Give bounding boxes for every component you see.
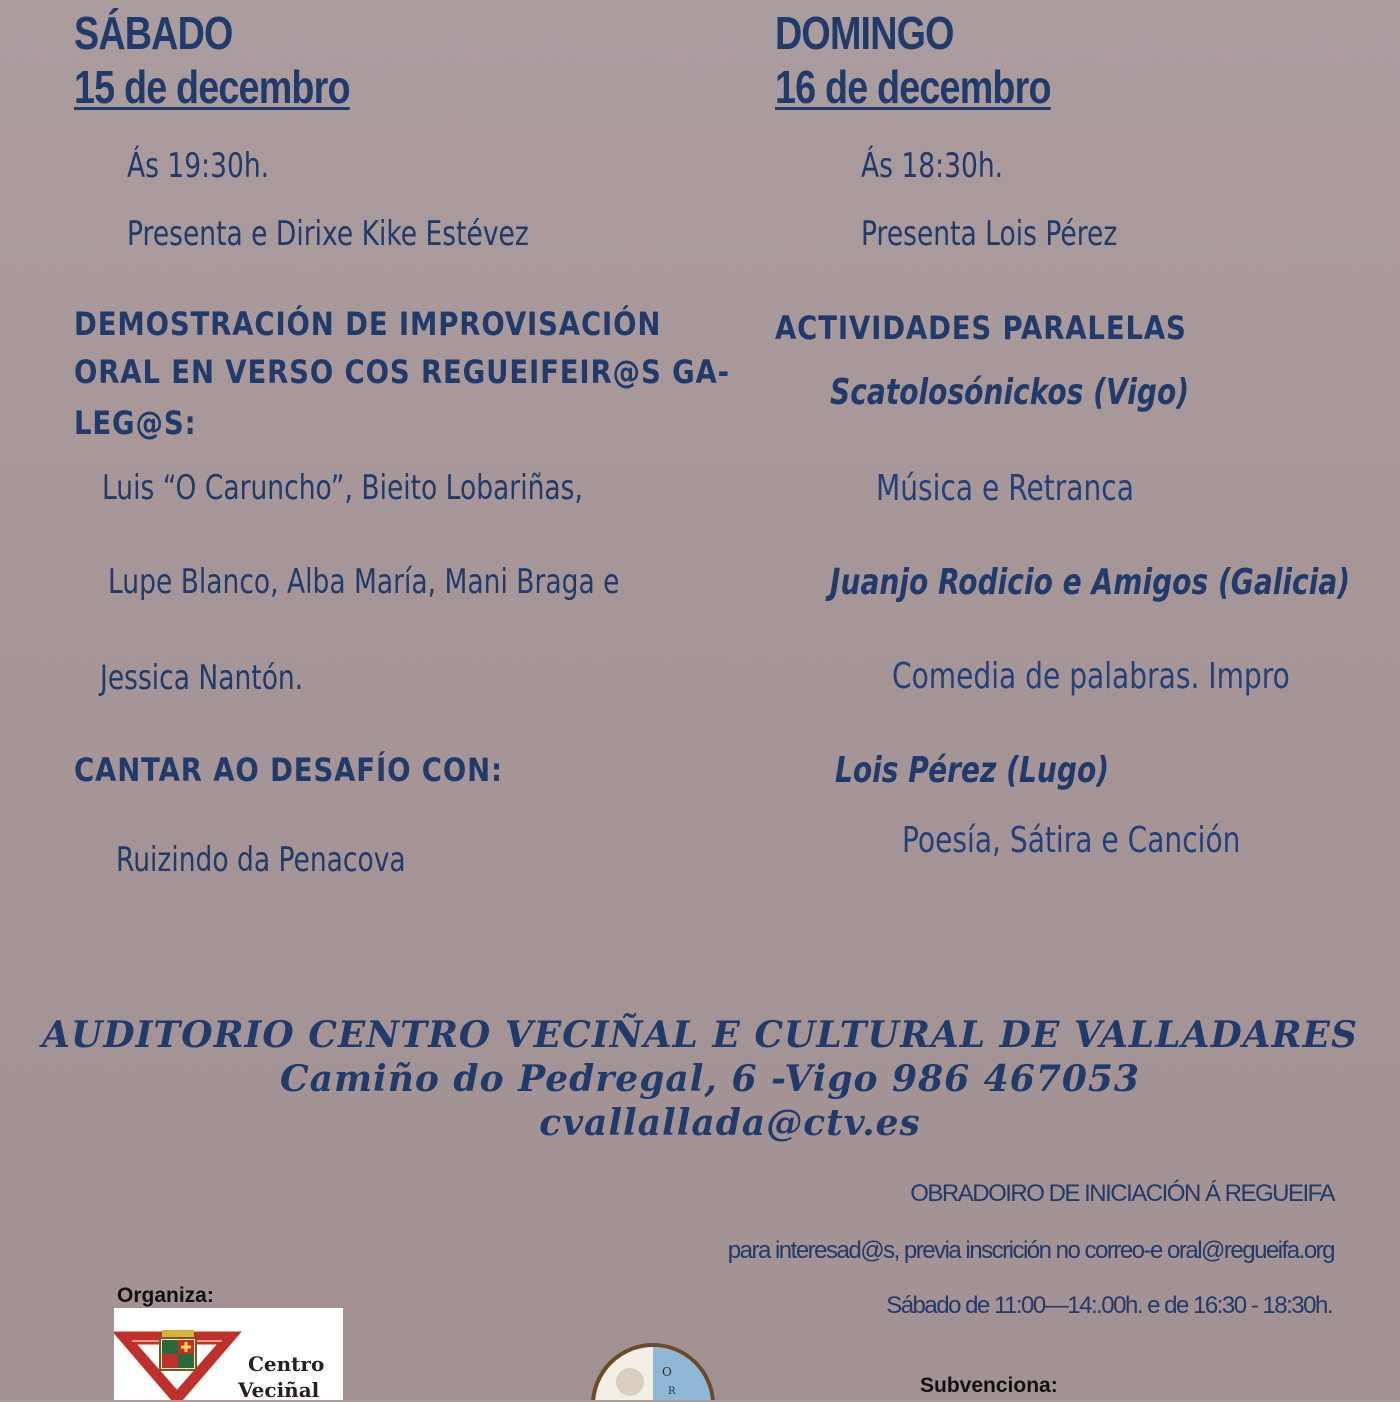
- logo-text-line2: Veciñal: [238, 1378, 320, 1402]
- saturday-performers-line3: Jessica Nantón.: [100, 658, 304, 698]
- sunday-act-description: Comedia de palabras. Impro: [892, 656, 1290, 697]
- organiza-label: Organiza:: [117, 1284, 214, 1307]
- workshop-title: OBRADOIRO DE INICIACIÓN Á REGUEIFA: [910, 1180, 1334, 1207]
- sunday-day: DOMINGO: [775, 7, 954, 59]
- workshop-schedule: Sábado de 11:00—14:.00h. e de 16:30 - 18:30h.: [886, 1292, 1332, 1319]
- sunday-time: Ás 18:30h.: [861, 146, 1004, 186]
- logo-text-line1: Centro: [248, 1352, 325, 1376]
- centro-vecinal-logo: [114, 1308, 343, 1400]
- saturday-performers-line1: Luis “O Caruncho”, Bieito Lobariñas,: [102, 468, 583, 508]
- sunday-section-heading: ACTIVIDADES PARALELAS: [775, 309, 1187, 347]
- saturday-section-heading-line2: ORAL EN VERSO COS REGUEIFEIR@S GA-: [74, 353, 730, 391]
- saturday-time: Ás 19:30h.: [127, 146, 270, 186]
- svg-text:R: R: [668, 1386, 676, 1397]
- subvenciona-label: Subvenciona:: [920, 1374, 1058, 1397]
- workshop-info: para interesad@s, previa inscrición no correo-e oral@regueifa.org: [727, 1237, 1334, 1264]
- saturday-day: SÁBADO: [74, 7, 233, 59]
- venue-address: Camiño do Pedregal, 6 -Vigo 986 467053: [279, 1058, 1141, 1100]
- svg-text:O: O: [662, 1365, 672, 1379]
- venue-name: AUDITORIO CENTRO VECIÑAL E CULTURAL DE VALLADARES: [42, 1014, 1358, 1056]
- saturday-section2-heading: CANTAR AO DESAFÍO CON:: [74, 751, 503, 789]
- sunday-act-name: Juanjo Rodicio e Amigos (Galicia): [830, 562, 1351, 603]
- sunday-date: 16 de decembro: [775, 61, 1051, 113]
- circle-emblem-icon: [590, 1342, 716, 1400]
- venue-email[interactable]: cvallallada@ctv.es: [539, 1102, 921, 1144]
- sunday-presenter: Presenta Lois Pérez: [861, 214, 1118, 254]
- saturday-section-heading-line1: DEMOSTRACIÓN DE IMPROVISACIÓN: [74, 305, 662, 343]
- saturday-date: 15 de decembro: [74, 61, 350, 113]
- sunday-act-name: Lois Pérez (Lugo): [835, 750, 1110, 791]
- saturday-presenter: Presenta e Dirixe Kike Estévez: [127, 214, 529, 254]
- saturday-section-heading-line3: LEG@S:: [74, 404, 197, 442]
- regueifa-circle-logo: [590, 1342, 716, 1400]
- sunday-act-description: Poesía, Sátira e Canción: [902, 820, 1241, 861]
- sunday-act-name: Scatolosónickos (Vigo): [830, 372, 1190, 413]
- saturday-section2-performer: Ruizindo da Penacova: [116, 840, 406, 880]
- saturday-performers-line2: Lupe Blanco, Alba María, Mani Braga e: [108, 562, 620, 602]
- sunday-act-description: Música e Retranca: [876, 468, 1134, 509]
